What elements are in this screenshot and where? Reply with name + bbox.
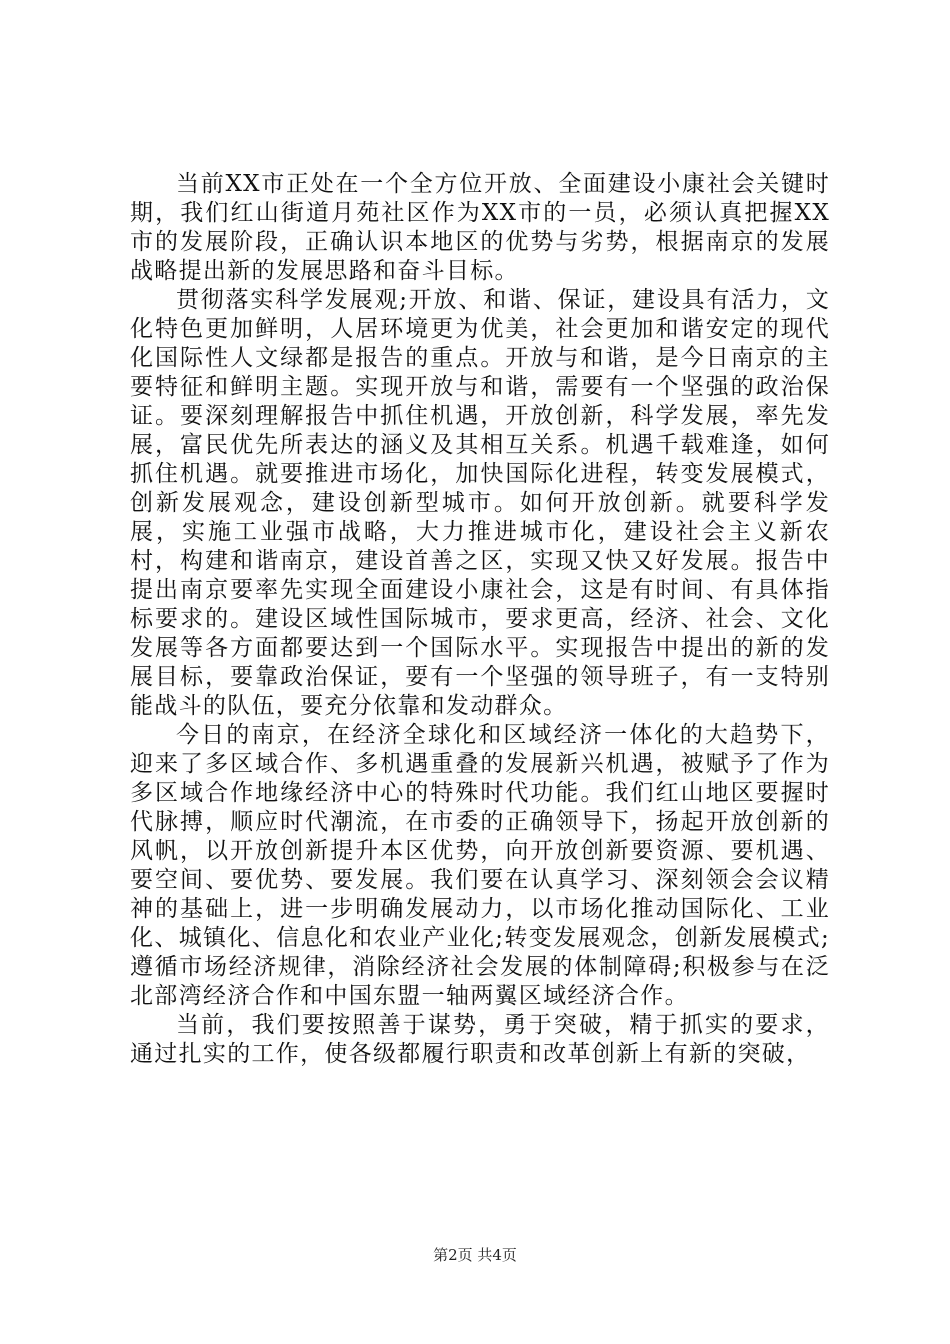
document-body: [130, 170, 830, 1069]
paragraph-4: 当前，我们要按照善于谋势，勇于突破，精于抓实的要求，通过扎实的工作，使各级都履行职责和改革创新上有新的突破，: [130, 1012, 830, 1067]
paragraph-2: 贯彻落实科学发展观;开放、和谐、保证，建设具有活力，文化特色更加鲜明，人居环境更为优美，社会更加和谐安定的现代化国际性人文绿都是报告的重点。开放与和谐，是今日南京的主要特征和鲜明主题。实现开放与和谐，需要有一个坚强的政治保证。要深刻理解报告中抓住机遇，开放创新，科学发展，率先发展，富民优先所表达的涵义及其相互关系。机遇千载难逢，如何抓住机遇。就要推进市场化，加快国际化进程，转变发展模式，创新发展观念，建设创新型城市。如何开放创新。就要科学发展，实施工业强市战略，大力推进城市化，建设社会主义新农村，构建和谐南京，建设首善之区，实现又快又好发展。报告中提出南京要率先实现全面建设小康社会，这是有时间、有具体指标要求的。建设区域性国际城市，要求更高，经济、社会、文化发展等各方面都要达到一个国际水平。实现报告中提出的新的发展目标，要靠政治保证，要有一个坚强的领导班子，有一支特别能战斗的队伍，要充分依靠和发动群众。: [130, 287, 830, 719]
page-number-footer: 第2页 共4页: [433, 1246, 517, 1264]
paragraph-1: 当前XX市正处在一个全方位开放、全面建设小康社会关键时期，我们红山街道月苑社区作为XX市的一员，必须认真把握XX市的发展阶段，正确认识本地区的优势与劣势，根据南京的发展战略提出新的发展思路和奋斗目标。: [130, 171, 830, 284]
paragraph-3: 今日的南京，在经济全球化和区域经济一体化的大趋势下，迎来了多区域合作、多机遇重叠的发展新兴机遇，被赋予了作为多区域合作地缘经济中心的特殊时代功能。我们红山地区要握时代脉搏，顺应时代潮流，在市委的正确领导下，扬起开放创新的风帆，以开放创新提升本区优势，向开放创新要资源、要机遇、要空间、要优势、要发展。我们要在认真学习、深刻领会会议精神的基础上，进一步明确发展动力，以市场化推动国际化、工业化、城镇化、信息化和农业产业化;转变发展观念，创新发展模式;遵循市场经济规律，消除经济社会发展的体制障碍;积极参与在泛北部湾经济合作和中国东盟一轴两翼区域经济合作。: [130, 722, 830, 1009]
